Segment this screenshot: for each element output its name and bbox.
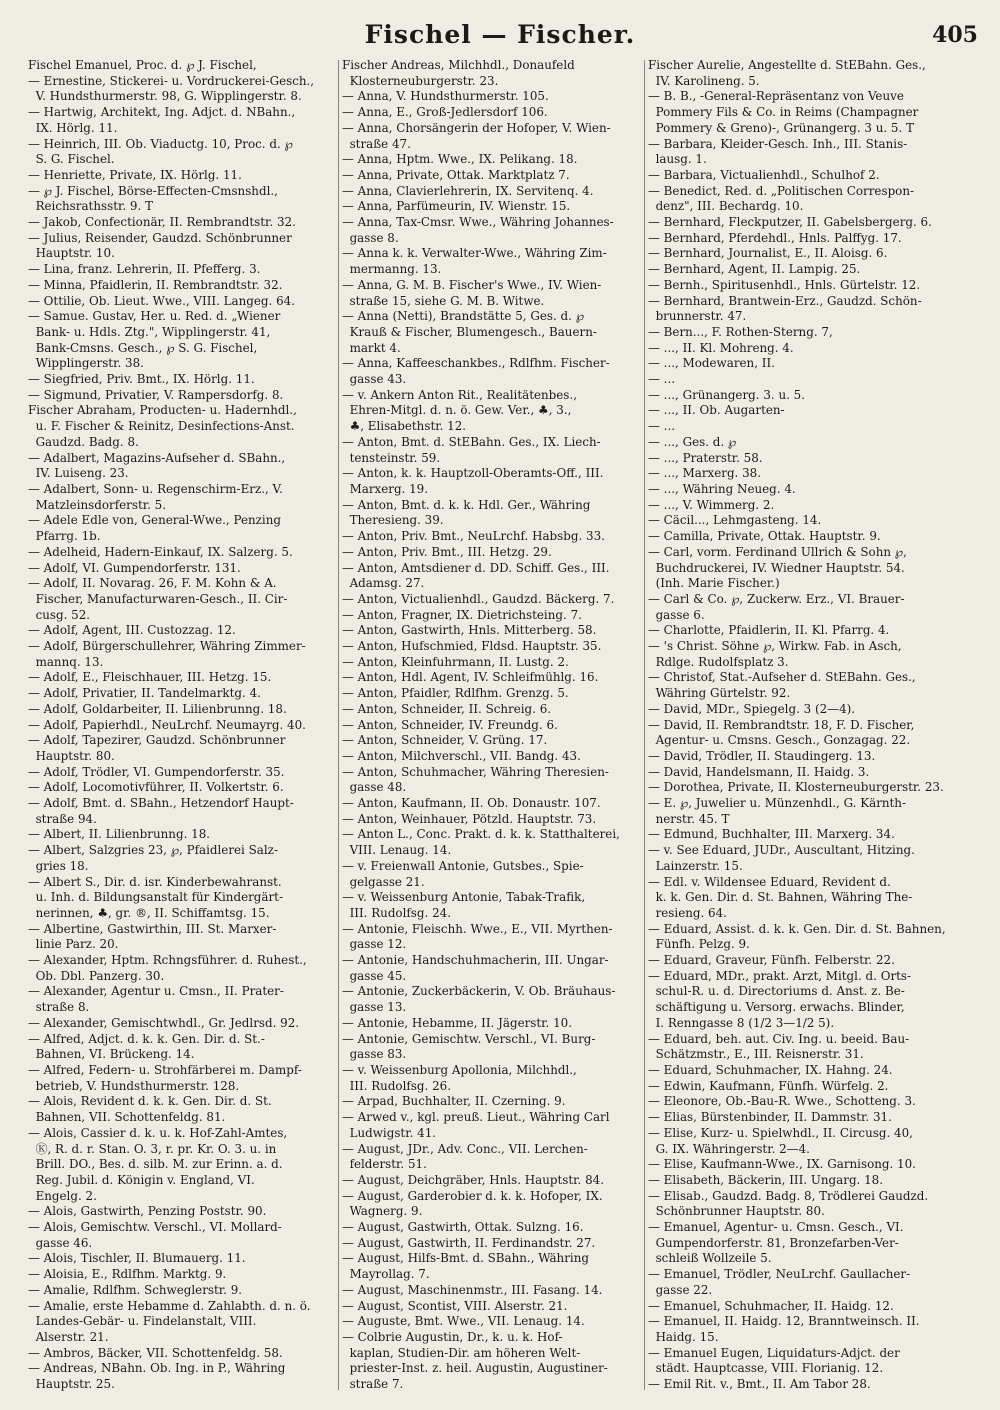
directory-entry-line: lausg. 1. — [648, 152, 707, 167]
directory-entry-line: — Anton, Amtsdiener d. DD. Schiff. Ges., III. — [342, 560, 610, 575]
directory-entry-line: — Anna (Netti), Brandstätte 5, Ges. d. ℘ — [342, 309, 584, 324]
directory-entry-line: markt 4. — [342, 340, 401, 355]
directory-entry-line: — Anton, Schneider, IV. Freundg. 6. — [342, 717, 558, 732]
directory-entry-line: — Adolf, Trödler, VI. Gumpendorferstr. 35. — [28, 764, 285, 779]
directory-entry-line: — Adolf, Bmt. d. SBahn., Hetzendorf Haupt- — [28, 796, 294, 811]
directory-entry-line: — Arpad, Buchhalter, II. Czerning. 9. — [342, 1094, 566, 1109]
directory-entry-line: priester-Inst. z. heil. Augustin, Augustiner- — [342, 1361, 608, 1376]
directory-entry-line: Landes-Gebär- u. Findelanstalt, VIII. — [28, 1314, 257, 1329]
directory-entry-line: Ludwigstr. 41. — [342, 1125, 437, 1140]
directory-entry-line: — Antonie, Hebamme, II. Jägerstr. 10. — [342, 1015, 573, 1030]
directory-entry-line: — August, JDr., Adv. Conc., VII. Lerchen- — [342, 1141, 588, 1156]
directory-entry-line: — ... — [648, 419, 676, 434]
directory-entry-line: — Edmund, Buchhalter, III. Marxerg. 34. — [648, 827, 895, 842]
directory-entry-line: — Sigmund, Privatier, V. Rampersdorfg. 8. — [28, 387, 284, 402]
directory-entry-line: gasse 45. — [342, 968, 407, 983]
directory-entry-line: Gumpendorferstr. 81, Bronzefarben-Ver- — [648, 1235, 899, 1250]
directory-entry-line: straße 15, siehe G. M. B. Witwe. — [342, 293, 545, 308]
directory-entry-line: — Barbara, Victualienhdl., Schulhof 2. — [648, 167, 880, 182]
directory-entry-line: Adamsg. 27. — [342, 576, 425, 591]
directory-entry-line: — Elisab., Gaudzd. Badg. 8, Trödlerei Gaudzd. — [648, 1188, 929, 1203]
directory-entry-line: — Alois, Cassier d. k. u. k. Hof-Zahl-Amtes, — [28, 1125, 288, 1140]
directory-entry-line: — 's Christ. Söhne ℘, Wirkw. Fab. in Asch, — [648, 639, 902, 654]
directory-entry-line: — Dorothea, Private, II. Klosterneuburgerstr. 23. — [648, 780, 944, 795]
directory-entry-line: Ehren-Mitgl. d. n. ö. Gew. Ver., ♣, 3., — [342, 403, 572, 418]
directory-entry-line: Schönbrunner Hauptstr. 80. — [648, 1204, 825, 1219]
directory-entry-line: gries 18. — [28, 858, 89, 873]
directory-entry-line: — Eduard, Assist. d. k. k. Gen. Dir. d. St. Bahnen, — [648, 921, 946, 936]
directory-entry-line: — Eduard, beh. aut. Civ. Ing. u. beeid. Bau- — [648, 1031, 910, 1046]
directory-entry-line: — Jakob, Confectionär, II. Rembrandtstr. 32. — [28, 215, 296, 230]
running-head-title: Fischel — Fischer. — [364, 20, 636, 49]
directory-entry-line: Matzleinsdorferstr. 5. — [28, 497, 167, 512]
directory-entry-line: Hauptstr. 25. — [28, 1377, 115, 1392]
directory-entry-line: — ..., Grünangerg. 3. u. 5. — [648, 387, 806, 402]
directory-column-left — [28, 58, 336, 1393]
directory-entry-line: — ... — [648, 372, 676, 387]
directory-entry-line: — Adolf, II. Novarag. 26, F. M. Kohn & A. — [28, 576, 277, 591]
directory-entry-line: — Antonie, Gemischtw. Verschl., VI. Burg- — [342, 1031, 596, 1046]
directory-entry-line: — Alexander, Hptm. Rchngsführer. d. Ruhest., — [28, 953, 307, 968]
directory-entry-line: — Adelheid, Hadern-Einkauf, IX. Salzerg. 5. — [28, 544, 293, 559]
directory-entry-line: Fischer Abraham, Producten- u. Hadernhdl., — [28, 403, 297, 418]
directory-entry-line: Bahnen, VII. Schottenfeldg. 81. — [28, 1110, 226, 1125]
directory-entry-line: — Anton, Priv. Bmt., III. Hetzg. 29. — [342, 544, 552, 559]
directory-entry-line: — Alfred, Federn- u. Strohfärberei m. Dampf- — [28, 1063, 302, 1077]
directory-entry-line: — E. ℘, Juwelier u. Münzenhdl., G. Kärnth- — [648, 796, 906, 811]
directory-entry-line: Reichsrathsstr. 9. T — [28, 199, 153, 214]
directory-entry-line: — Anna k. k. Verwalter-Wwe., Währing Zim- — [342, 246, 607, 261]
directory-entry-line: G. IX. Währingerstr. 2—4. — [648, 1141, 810, 1156]
directory-entry-line: straße 7. — [342, 1377, 404, 1392]
directory-entry-line: Bank- u. Hdls. Ztg.", Wipplingerstr. 41, — [28, 324, 271, 339]
directory-entry-line: Währing Gürtelstr. 92. — [648, 686, 791, 701]
directory-entry-line: straße 94. — [28, 811, 97, 826]
directory-entry-line: Ob. Dbl. Panzerg. 30. — [28, 968, 165, 983]
directory-entry-line: — Emanuel, Trödler, NeuLrchf. Gaullacher- — [648, 1267, 911, 1282]
directory-entry-line: — Anton, Schneider, V. Grüng. 17. — [342, 733, 548, 748]
directory-entry-line: Mayrollag. 7. — [342, 1267, 430, 1282]
directory-entry-line: — Bernhard, Pferdehdl., Hnls. Palffyg. 17. — [648, 230, 902, 245]
directory-entry-line: — David, MDr., Spiegelg. 3 (2—4). — [648, 701, 856, 716]
directory-entry-line: — Emil Rit. v., Bmt., II. Am Tabor 28. — [648, 1377, 871, 1392]
directory-entry-line: Haidg. 15. — [648, 1329, 719, 1344]
directory-entry-line: — Elisabeth, Bäckerin, III. Ungarg. 18. — [648, 1172, 884, 1187]
directory-entry-line: — ..., Marxerg. 38. — [648, 466, 762, 481]
directory-entry-line: Gaudzd. Badg. 8. — [28, 434, 139, 449]
directory-entry-line: — Emanuel, II. Haidg. 12, Branntweinsch. II. — [648, 1314, 920, 1329]
directory-entry-line: VIII. Lenaug. 14. — [342, 843, 452, 858]
directory-entry-line: Buchdruckerei, IV. Wiedner Hauptstr. 54. — [648, 560, 905, 575]
directory-entry-line: — Anton, Schuhmacher, Währing Theresien- — [342, 764, 609, 779]
directory-entry-line: — Alois, Gastwirth, Penzing Poststr. 90. — [28, 1204, 267, 1219]
directory-entry-line: — Anton, Fragner, IX. Dietrichsteing. 7. — [342, 607, 582, 622]
directory-entry-line: — Alois, Revident d. k. k. Gen. Dir. d. St. — [28, 1094, 272, 1109]
directory-entry-line: — Anton, k. k. Hauptzoll-Oberamts-Off., III. — [342, 466, 604, 481]
directory-entry-line: nerinnen, ♣, gr. ®, II. Schiffamtsg. 15. — [28, 905, 270, 920]
directory-entry-line: gasse 13. — [342, 1000, 407, 1015]
directory-entry-line: Theresieng. 39. — [342, 513, 444, 528]
directory-entry-line: — v. See Eduard, JUDr., Auscultant, Hitzing. — [648, 843, 915, 858]
directory-entry-line: — Charlotte, Pfaidlerin, II. Kl. Pfarrg. 4. — [648, 623, 890, 638]
directory-entry-line: — Ambros, Bäcker, VII. Schottenfeldg. 58. — [28, 1345, 283, 1360]
directory-entry-line: IX. Hörlg. 11. — [28, 120, 118, 135]
directory-entry-line: — Alfred, Adjct. d. k. k. Gen. Dir. d. St.- — [28, 1031, 265, 1046]
directory-entry-line: resieng. 64. — [648, 905, 727, 920]
directory-entry-line: — Camilla, Private, Ottak. Hauptstr. 9. — [648, 529, 881, 544]
directory-entry-line: — Eduard, Schuhmacher, IX. Hahng. 24. — [648, 1063, 893, 1077]
directory-entry-line: gasse 48. — [342, 780, 407, 795]
directory-entry-line: schul-R. u. d. Directoriums d. Anst. z. Be- — [648, 984, 905, 999]
directory-entry-line: III. Rudolfsg. 26. — [342, 1078, 451, 1093]
directory-entry-line: — ..., Währing Neueg. 4. — [648, 481, 796, 496]
page-header — [0, 14, 1000, 54]
directory-entry-line: — Albertine, Gastwirthin, III. St. Marxer- — [28, 921, 277, 936]
directory-entry-line: — Julius, Reisender, Gaudzd. Schönbrunner — [28, 230, 292, 245]
directory-entry-line: Bank-Cmsns. Gesch., ℘ S. G. Fischel, — [28, 340, 258, 355]
directory-entry-line: — August, Deichgräber, Hnls. Hauptstr. 84. — [342, 1172, 605, 1187]
directory-entry-line: — Anton, Victualienhdl., Gaudzd. Bäckerg. 7. — [342, 591, 615, 606]
directory-entry-line: — August, Scontist, VIII. Alserstr. 21. — [342, 1298, 568, 1313]
directory-entry-line: Agentur- u. Cmsns. Gesch., Gonzagag. 22. — [648, 733, 911, 748]
directory-entry-line: — Anton, Bmt. d. k. k. Hdl. Ger., Währing — [342, 497, 591, 512]
directory-entry-line: — Alexander, Agentur u. Cmsn., II. Prater- — [28, 984, 284, 999]
directory-entry-line: — Ernestine, Stickerei- u. Vordruckerei-Gesch., — [28, 73, 315, 88]
directory-entry-line: Krauß & Fischer, Blumengesch., Bauern- — [342, 324, 597, 339]
directory-entry-line: — Bernhard, Journalist, E., II. Aloisg. 6. — [648, 246, 888, 261]
directory-entry-line: u. F. Fischer & Reinitz, Desinfections-Anst. — [28, 419, 295, 434]
directory-entry-line: Alserstr. 21. — [28, 1329, 109, 1344]
directory-entry-line: — Bernhard, Fleckputzer, II. Gabelsbergerg. 6. — [648, 215, 932, 230]
directory-entry-line: — Anna, Private, Ottak. Marktplatz 7. — [342, 167, 570, 182]
directory-entry-line: III. Rudolfsg. 24. — [342, 905, 451, 920]
directory-entry-line: — Minna, Pfaidlerin, II. Rembrandtstr. 32. — [28, 277, 283, 292]
directory-entry-line: — Alexander, Gemischtwhdl., Gr. Jedlrsd. 92. — [28, 1015, 300, 1030]
directory-entry-line: S. G. Fischel. — [28, 152, 115, 167]
directory-entry-line: — August, Gastwirth, Ottak. Sulzng. 16. — [342, 1220, 584, 1235]
directory-entry-line: — Anna, Clavierlehrerin, IX. Servitenq. 4. — [342, 183, 594, 198]
directory-entry-line: — Adolf, VI. Gumpendorferstr. 131. — [28, 560, 241, 575]
directory-entry-line: — Adolf, Agent, III. Custozzag. 12. — [28, 623, 236, 638]
directory-entry-line: — Anna, E., Groß-Jedlersdorf 106. — [342, 105, 548, 120]
directory-entry-line: — Adolf, Tapezirer, Gaudzd. Schönbrunner — [28, 733, 286, 748]
directory-column-right — [648, 58, 976, 1393]
directory-entry-line: — Adolf, Goldarbeiter, II. Lilienbrunng. 18. — [28, 701, 287, 716]
directory-entry-line: Fünfh. Pelzg. 9. — [648, 937, 750, 952]
directory-entry-line: — Heinrich, III. Ob. Viaductg. 10, Proc. d. ℘ — [28, 136, 293, 151]
directory-entry-line: — ℘ J. Fischel, Börse-Effecten-Cmsnshdl., — [28, 183, 278, 198]
directory-entry-line: — Elias, Bürstenbinder, II. Dammstr. 31. — [648, 1110, 892, 1125]
directory-entry-line: — Samue. Gustav, Her. u. Red. d. „Wiener — [28, 309, 281, 324]
directory-entry-line: tensteinstr. 59. — [342, 450, 441, 465]
directory-entry-line: — August, Hilfs-Bmt. d. SBahn., Währing — [342, 1251, 589, 1266]
directory-entry-line: — Anna, Chorsängerin der Hofoper, V. Wien- — [342, 120, 611, 135]
directory-entry-line: — David, Handelsmann, II. Haidg. 3. — [648, 764, 870, 779]
directory-entry-line: gasse 8. — [342, 230, 399, 245]
directory-entry-line: — Adolf, E., Fleischhauer, III. Hetzg. 15. — [28, 670, 272, 685]
directory-entry-line: schäftigung u. Versorg. erwachs. Blinder, — [648, 1000, 905, 1015]
directory-entry-line: gasse 22. — [648, 1282, 713, 1297]
directory-entry-line: gasse 6. — [648, 607, 705, 622]
directory-entry-line: — Anton, Schneider, II. Schreig. 6. — [342, 701, 552, 716]
directory-entry-line: felderstr. 51. — [342, 1157, 427, 1172]
directory-entry-line: — Eleonore, Ob.-Bau-R. Wwe., Schotteng. 3. — [648, 1094, 916, 1109]
directory-entry-line: — Barbara, Kleider-Gesch. Inh., III. Stanis- — [648, 136, 908, 151]
directory-entry-line: — Antonie, Fleischh. Wwe., E., VII. Myrthen- — [342, 921, 613, 936]
directory-entry-line: (Inh. Marie Fischer.) — [648, 576, 780, 591]
directory-entry-line: — Lina, franz. Lehrerin, II. Pfefferg. 3. — [28, 262, 261, 277]
directory-entry-line: — Alois, Gemischtw. Verschl., VI. Mollard- — [28, 1220, 282, 1235]
directory-entry-line: Fischer, Manufacturwaren-Gesch., II. Cir- — [28, 591, 288, 606]
directory-entry-line: städt. Hauptcasse, VIII. Florianig. 12. — [648, 1361, 884, 1376]
directory-entry-line: — Ottilie, Ob. Lieut. Wwe., VIII. Langeg. 64. — [28, 293, 296, 308]
directory-entry-line: — v. Freienwall Antonie, Gutsbes., Spie- — [342, 858, 584, 873]
directory-entry-line: — Bernhard, Brantwein-Erz., Gaudzd. Schön- — [648, 293, 922, 308]
directory-entry-line: — Amalie, erste Hebamme d. Zahlabth. d. n. ö. — [28, 1298, 311, 1313]
directory-entry-line: — ..., Praterstr. 58. — [648, 450, 763, 465]
directory-entry-line: gasse 12. — [342, 937, 407, 952]
directory-entry-line: — Carl, vorm. Ferdinand Ullrich & Sohn ℘, — [648, 544, 907, 559]
directory-entry-line: Hauptstr. 80. — [28, 748, 115, 763]
directory-entry-line: Fischer Andreas, Milchhdl., Donaufeld — [342, 58, 575, 72]
directory-entry-line: nerstr. 45. T — [648, 811, 730, 826]
directory-entry-line: — Bern..., F. Rothen-Sterng. 7, — [648, 324, 833, 339]
directory-entry-line: Brill. DO., Bes. d. silb. M. zur Erinn. a. d. — [28, 1157, 283, 1172]
directory-entry-line: Pfarrg. 1b. — [28, 529, 101, 544]
directory-entry-line: u. Inh. d. Bildungsanstalt für Kindergärt- — [28, 890, 283, 905]
directory-entry-line: — Adolf, Bürgerschullehrer, Währing Zimmer- — [28, 639, 306, 654]
directory-entry-line: — Anton, Kaufmann, II. Ob. Donaustr. 107. — [342, 796, 601, 811]
directory-entry-line: — August, Gastwirth, II. Ferdinandstr. 27. — [342, 1235, 596, 1250]
directory-entry-line: — Anton, Bmt. d. StEBahn. Ges., IX. Liech- — [342, 434, 601, 449]
directory-entry-line: — Carl & Co. ℘, Zuckerw. Erz., VI. Brauer- — [648, 591, 905, 606]
directory-entry-line: — ..., V. Wimmerg. 2. — [648, 497, 775, 512]
directory-entry-line: — Arwed v., kgl. preuß. Lieut., Währing Carl — [342, 1110, 610, 1125]
directory-entry-line: — Anton, Weinhauer, Pötzld. Hauptstr. 73. — [342, 811, 597, 826]
directory-entry-line: — ..., Modewaren, II. — [648, 356, 775, 371]
directory-entry-line: Fischer Aurelie, Angestellte d. StEBahn. Ges., — [648, 58, 926, 72]
directory-entry-line: — v. Weissenburg Antonie, Tabak-Trafik, — [342, 890, 586, 905]
directory-entry-line: — Emanuel, Agentur- u. Cmsn. Gesch., VI. — [648, 1220, 904, 1235]
directory-entry-line: gasse 46. — [28, 1235, 93, 1250]
directory-entry-line: Lainzerstr. 15. — [648, 858, 743, 873]
directory-entry-line: — Emanuel, Schuhmacher, II. Haidg. 12. — [648, 1298, 894, 1313]
directory-entry-line: — Anna, V. Hundsthurmerstr. 105. — [342, 89, 549, 104]
directory-entry-line: mermanng. 13. — [342, 262, 442, 277]
directory-entry-line: IV. Luiseng. 23. — [28, 466, 129, 481]
directory-entry-line: — Edl. v. Wildensee Eduard, Revident d. — [648, 874, 891, 889]
directory-entry-line: Klosterneuburgerstr. 23. — [342, 73, 499, 88]
directory-entry-line: — Christof, Stat.-Aufseher d. StEBahn. Ges., — [648, 670, 916, 685]
directory-entry-line: — Adolf, Papierhdl., NeuLrchf. Neumayrg. 40. — [28, 717, 306, 732]
directory-entry-line: — Anna, Hptm. Wwe., IX. Pelikang. 18. — [342, 152, 578, 167]
directory-entry-line: ♣, Elisabethstr. 12. — [342, 419, 467, 434]
directory-entry-line: — B. B., -General-Repräsentanz von Veuve — [648, 89, 904, 104]
directory-entry-line: — Colbrie Augustin, Dr., k. u. k. Hof- — [342, 1329, 563, 1344]
directory-entry-line: cusg. 52. — [28, 607, 91, 622]
directory-entry-line: — Amalie, Rdlfhm. Schweglerstr. 9. — [28, 1282, 243, 1297]
column-divider — [644, 60, 645, 1390]
directory-entry-line: straße 47. — [342, 136, 411, 151]
directory-entry-line: Reg. Jubil. d. Königin v. England, VI. — [28, 1172, 255, 1187]
directory-entry-line: brunnerstr. 47. — [648, 309, 747, 324]
directory-column-middle — [342, 58, 642, 1393]
directory-entry-line: — Anton, Kleinfuhrmann, II. Lustg. 2. — [342, 654, 569, 669]
directory-entry-line: — Anton L., Conc. Prakt. d. k. k. Statthalterei, — [342, 827, 620, 842]
directory-entry-line: Engelg. 2. — [28, 1188, 97, 1203]
directory-entry-line: Bahnen, VI. Brückeng. 14. — [28, 1047, 195, 1062]
directory-entry-line: — Edwin, Kaufmann, Fünfh. Würfelg. 2. — [648, 1078, 889, 1093]
directory-entry-line: — Auguste, Bmt. Wwe., VII. Lenaug. 14. — [342, 1314, 585, 1329]
directory-entry-line: — Andreas, NBahn. Ob. Ing. in P., Währing — [28, 1361, 286, 1376]
directory-entry-line: — Anna, G. M. B. Fischer's Wwe., IV. Wien- — [342, 277, 602, 292]
directory-entry-line: — Adalbert, Magazins-Aufseher d. SBahn., — [28, 450, 286, 465]
directory-entry-line: Wipplingerstr. 38. — [28, 356, 144, 371]
directory-entry-line: — Albert, Salzgries 23, ℘, Pfaidlerei Salz- — [28, 843, 278, 858]
directory-entry-line: — Eduard, MDr., prakt. Arzt, Mitgl. d. Orts- — [648, 968, 912, 983]
directory-entry-line: Rdlge. Rudolfsplatz 3. — [648, 654, 789, 669]
directory-entry-line: — Anna, Kaffeeschankbes., Rdlfhm. Fischer- — [342, 356, 610, 371]
page-number: 405 — [932, 22, 978, 48]
directory-entry-line: — Henriette, Private, IX. Hörlg. 11. — [28, 167, 242, 182]
directory-entry-line: Pommery Fils & Co. in Reims (Champagner — [648, 105, 919, 120]
directory-entry-line: — Anton, Priv. Bmt., NeuLrchf. Habsbg. 33. — [342, 529, 605, 544]
directory-entry-line: — Albert S., Dir. d. isr. Kinderbewahranst. — [28, 874, 282, 889]
directory-entry-line: — Aloisia, E., Rdlfhm. Marktg. 9. — [28, 1267, 227, 1282]
directory-entry-line: — David, II. Rembrandtstr. 18, F. D. Fischer, — [648, 717, 915, 732]
directory-entry-line: gelgasse 21. — [342, 874, 425, 889]
directory-entry-line: — Antonie, Handschuhmacherin, III. Ungar- — [342, 953, 609, 968]
directory-entry-line: — Anna, Parfümeurin, IV. Wienstr. 15. — [342, 199, 571, 214]
directory-entry-line: — ..., II. Ob. Augarten- — [648, 403, 785, 418]
directory-entry-line: — David, Trödler, II. Staudingerg. 13. — [648, 748, 876, 763]
directory-entry-line: — Anton, Gastwirth, Hnls. Mitterberg. 58. — [342, 623, 597, 638]
directory-entry-line: k. k. Gen. Dir. d. St. Bahnen, Währing The- — [648, 890, 913, 905]
directory-entry-line: gasse 43. — [342, 372, 407, 387]
directory-entry-line: Wagnerg. 9. — [342, 1204, 423, 1219]
directory-entry-line: — Anton, Hdl. Agent, IV. Schleifmühlg. 16. — [342, 670, 599, 685]
directory-entry-line: — Anna, Tax-Cmsr. Wwe., Währing Johannes- — [342, 215, 614, 230]
directory-entry-line: Pommery & Greno)-, Grünangerg. 3 u. 5. T — [648, 120, 914, 135]
directory-entry-line: — v. Weissenburg Apollonia, Milchhdl., — [342, 1063, 577, 1077]
directory-entry-line: Marxerg. 19. — [342, 481, 429, 496]
directory-entry-line: — Eduard, Graveur, Fünfh. Felberstr. 22. — [648, 953, 895, 968]
directory-entry-line: — Elise, Kaufmann-Wwe., IX. Garnisong. 10. — [648, 1157, 916, 1172]
directory-entry-line: betrieb, V. Hundsthurmerstr. 128. — [28, 1078, 240, 1093]
directory-entry-line: — Anton, Milchverschl., VII. Bandg. 43. — [342, 748, 581, 763]
directory-entry-line: — ..., II. Kl. Mohreng. 4. — [648, 340, 794, 355]
directory-entry-line: — v. Ankern Anton Rit., Realitätenbes., — [342, 387, 577, 402]
directory-entry-line: I. Renngasse 8 (1/2 3—1/2 5). — [648, 1015, 835, 1030]
directory-entry-line: kaplan, Studien-Dir. am höheren Welt- — [342, 1345, 581, 1360]
directory-entry-line: gasse 83. — [342, 1047, 407, 1062]
directory-entry-line: — Adele Edle von, General-Wwe., Penzing — [28, 513, 281, 528]
directory-entry-line: Fischel Emanuel, Proc. d. ℘ J. Fischel, — [28, 58, 257, 72]
directory-entry-line: — Bernh., Spiritusenhdl., Hnls. Gürtelstr. 12. — [648, 277, 921, 292]
directory-entry-line: — Adolf, Privatier, II. Tandelmarktg. 4. — [28, 686, 261, 701]
directory-entry-line: schleiß Wollzeile 5. — [648, 1251, 772, 1266]
directory-entry-line: V. Hundsthurmerstr. 98, G. Wipplingerstr. 8. — [28, 89, 302, 104]
directory-entry-line: — Elise, Kurz- u. Spielwhdl., II. Circusg. 40, — [648, 1125, 913, 1140]
directory-entry-line: — August, Garderobier d. k. k. Hofoper, IX. — [342, 1188, 603, 1203]
directory-entry-line: denz", III. Bechardg. 10. — [648, 199, 804, 214]
directory-entry-line: — Adolf, Locomotivführer, II. Volkertstr. 6. — [28, 780, 284, 795]
directory-entry-line: — Alois, Tischler, II. Blumauerg. 11. — [28, 1251, 246, 1266]
directory-entry-line: — August, Maschinenmstr., III. Fasang. 14. — [342, 1282, 603, 1297]
directory-entry-line: straße 8. — [28, 1000, 90, 1015]
directory-entry-line: mannq. 13. — [28, 654, 104, 669]
directory-entry-line: — Hartwig, Architekt, Ing. Adjct. d. NBahn., — [28, 105, 296, 120]
directory-entry-line: — Adalbert, Sonn- u. Regenschirm-Erz., V. — [28, 481, 283, 496]
directory-entry-line: — Antonie, Zuckerbäckerin, V. Ob. Bräuhaus- — [342, 984, 616, 999]
column-divider — [338, 60, 339, 1390]
directory-entry-line: — Emanuel Eugen, Liquidaturs-Adjct. der — [648, 1345, 900, 1360]
directory-entry-line: IV. Karolineng. 5. — [648, 73, 760, 88]
directory-entry-line: — Anton, Pfaidler, Rdlfhm. Grenzg. 5. — [342, 686, 569, 701]
directory-entry-line: Schätzmstr., E., III. Reisnerstr. 31. — [648, 1047, 864, 1062]
directory-entry-line: — Anton, Hufschmied, Fldsd. Hauptstr. 35. — [342, 639, 602, 654]
directory-entry-line: Ⓚ, R. d. r. Stan. O. 3, r. pr. Kr. O. 3. u. in — [28, 1141, 277, 1156]
directory-entry-line: Hauptstr. 10. — [28, 246, 115, 261]
directory-entry-line: — Albert, II. Lilienbrunng. 18. — [28, 827, 211, 842]
directory-entry-line: — Siegfried, Priv. Bmt., IX. Hörlg. 11. — [28, 372, 255, 387]
directory-entry-line: linie Parz. 20. — [28, 937, 119, 952]
directory-entry-line: — Cäcil..., Lehmgasteng. 14. — [648, 513, 822, 528]
directory-entry-line: — Bernhard, Agent, II. Lampig. 25. — [648, 262, 861, 277]
directory-entry-line: — Benedict, Red. d. „Politischen Correspon- — [648, 183, 915, 198]
directory-entry-line: — ..., Ges. d. ℘ — [648, 434, 737, 449]
